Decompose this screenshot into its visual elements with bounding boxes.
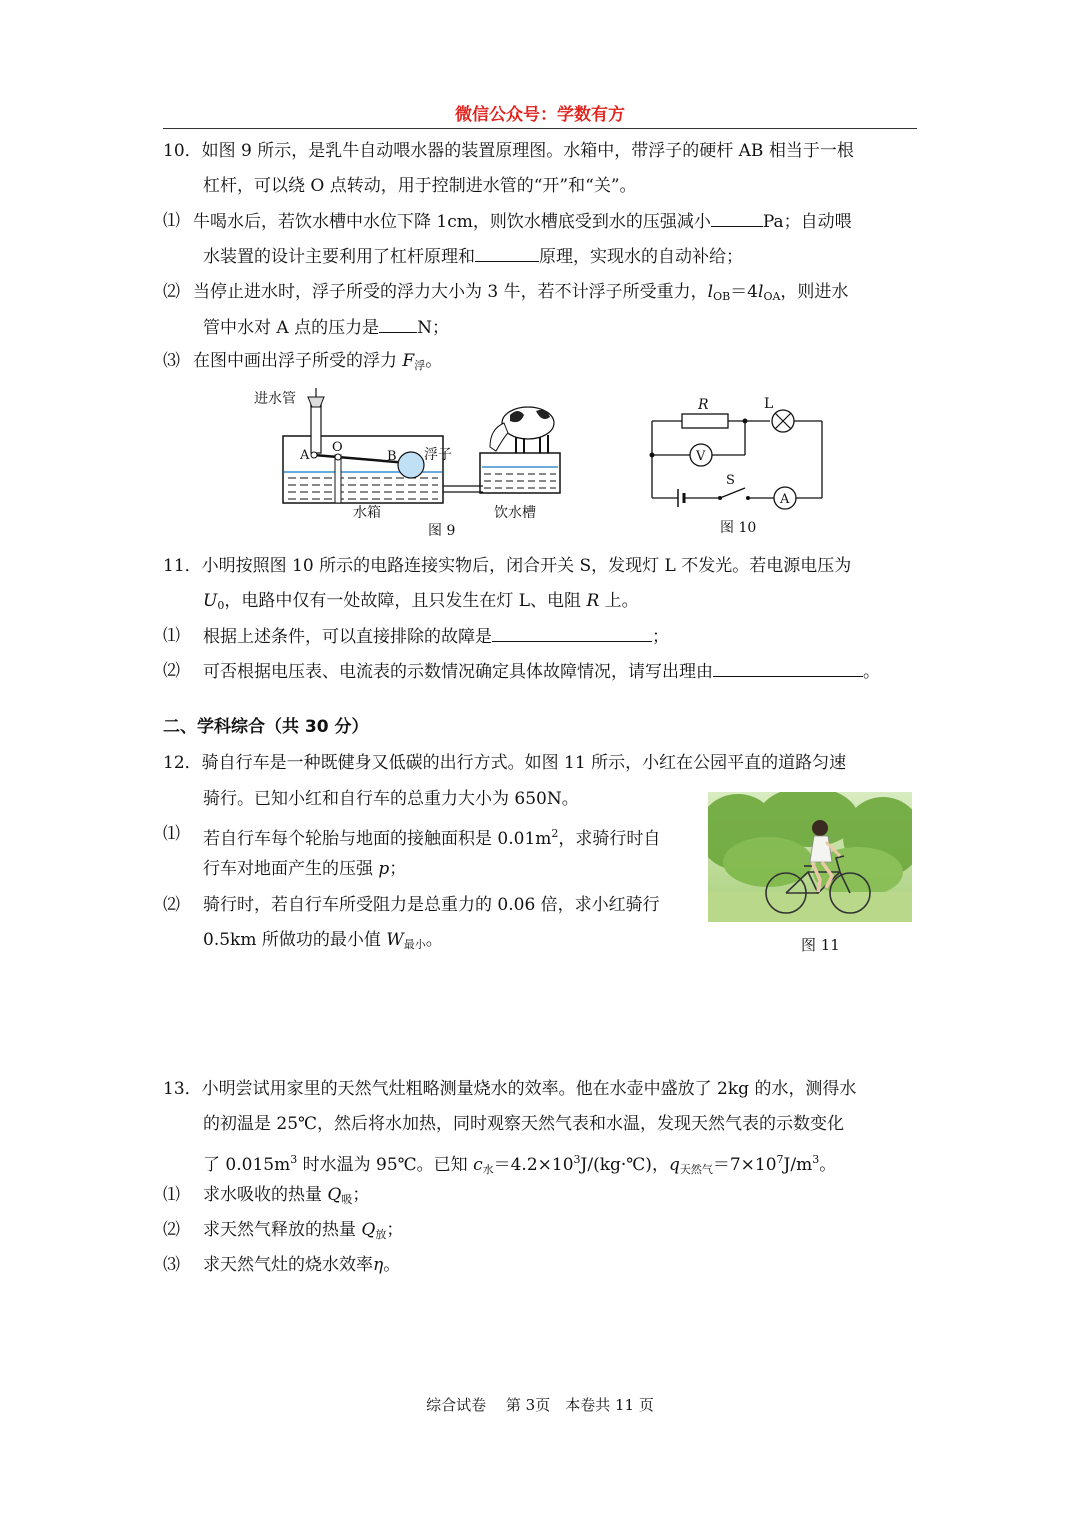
- q13-stem3-q-sub: 天然气: [679, 1163, 713, 1176]
- drinking-trough: [480, 453, 560, 493]
- q13-stem3-d: ＝4.2×10: [493, 1155, 574, 1175]
- inlet-valve: [308, 397, 324, 407]
- q10-part2-text-d: N；: [417, 318, 449, 338]
- fig9-float-label: 浮子: [424, 447, 452, 463]
- float-ball: [398, 452, 424, 478]
- trough-water-hatch: [484, 474, 556, 488]
- q11-part2-line: [203, 660, 880, 683]
- q10-part1-text-c: 水装置的设计主要利用了杠杆原理和: [203, 247, 475, 267]
- fig10-caption: 图 10: [720, 520, 757, 536]
- q10-part1-text-d: 原理，实现水的自动补给；: [539, 247, 743, 267]
- q12-part1-text-c: 行车对地面产生的压强: [203, 859, 373, 879]
- q13-part2-line: [203, 1219, 403, 1246]
- q10-part2-l2: l: [758, 282, 764, 302]
- q10-part3-line: [193, 350, 442, 377]
- q10-part1-text-b: Pa；自动喂: [762, 212, 852, 232]
- switch-s: [720, 488, 745, 498]
- q12-part1-text-a: 若自行车每个轮胎与地面的接触面积是 0.01m: [203, 829, 552, 849]
- q10-part2-l1: l: [707, 282, 714, 302]
- q13-stem3-c-sub: 水: [482, 1163, 494, 1176]
- q13-stem3-a: 了 0.015m: [203, 1155, 291, 1175]
- q10-part1-text-a: 牛喝水后，若饮水槽中水位下降 1cm，则饮水槽底受到水的压强减小: [193, 212, 711, 232]
- fig9-inlet-label: 进水管: [254, 391, 296, 407]
- q10-part1-line1: [193, 210, 852, 233]
- q13-part1-line: [203, 1184, 369, 1211]
- q13-part1-end: ；: [352, 1185, 370, 1205]
- q10-answer-blank-3[interactable]: [379, 316, 417, 333]
- q10-answer-blank-1[interactable]: [711, 210, 763, 227]
- q13-part3-label: ⑶: [163, 1255, 180, 1275]
- q10-part3-end: 。: [425, 351, 443, 371]
- q11-part2-label: ⑵: [163, 661, 180, 681]
- q10-part3-f: F: [402, 351, 415, 371]
- q12-part2-label: ⑵: [163, 895, 180, 915]
- q12-part2-w: W: [386, 930, 404, 950]
- q10-part2-text-c: 管中水对 A 点的压力是: [203, 318, 380, 338]
- q11-part1-end: ；: [652, 627, 669, 647]
- fig9-label-b: B: [387, 449, 397, 464]
- q10-part1-label: ⑴: [163, 211, 180, 231]
- fig10-label-r: R: [698, 397, 709, 413]
- q13-stem3-f-sup: 7: [776, 1153, 784, 1166]
- q10-part1-line2: [203, 245, 743, 268]
- page-footer: 综合试卷 第 3页 本卷共 11 页: [426, 1396, 654, 1414]
- q10-part3-sub: 浮: [414, 359, 426, 372]
- q13-stem3-b: 时水温为 95℃。已知: [297, 1155, 468, 1175]
- grass-ground: [708, 892, 912, 922]
- q12-part1-line2: [203, 858, 406, 880]
- fig9-caption: 图 9: [428, 523, 456, 539]
- q13-stem3-h: 。: [819, 1155, 837, 1175]
- q10-part2-sub-oa: OA: [763, 290, 781, 303]
- fig10-label-s: S: [726, 473, 735, 488]
- q10-part2-label: ⑵: [163, 282, 180, 302]
- q12-part1-sup: 2: [551, 827, 559, 840]
- q12-part1-end: ；: [389, 859, 407, 879]
- resistor-r: [682, 414, 728, 428]
- inlet-pipe: [311, 403, 321, 453]
- q11-part2-end: 。: [863, 662, 880, 682]
- figure-10-circuit: [640, 388, 835, 543]
- fig9-label-o: O: [332, 440, 343, 455]
- fig10-label-a: A: [780, 492, 790, 507]
- q12-part2-end: 。: [425, 930, 443, 950]
- q11-answer-blank-2[interactable]: [713, 660, 863, 677]
- q12-part1-label: ⑴: [163, 824, 180, 844]
- q13-part2-text: 求天然气释放的热量: [203, 1220, 356, 1240]
- q10-part2-eq: ＝4: [730, 282, 758, 302]
- q11-stem-text-c: 上。: [604, 591, 639, 611]
- q11-answer-blank-1[interactable]: [492, 625, 652, 642]
- q11-stem-text-b: ，电路中仅有一处故障，且只发生在灯 L、电阻: [224, 591, 582, 611]
- q10-part3-text: 在图中画出浮子所受的浮力: [193, 351, 397, 371]
- page-header-title: 微信公众号：学数有方: [455, 105, 625, 125]
- q12-part2-line1: 骑行时，若自行车所受阻力是总重力的 0.06 倍，求小红骑行: [203, 895, 660, 915]
- q13-part2-end: ；: [386, 1220, 404, 1240]
- q10-stem-line1: 10．如图 9 所示，是乳牛自动喂水器的装置原理图。水箱中，带浮子的硬杆 AB 相当于一根: [163, 141, 854, 161]
- q12-part2-sub: 最小: [403, 938, 426, 951]
- q13-stem3-g-sup: 3: [812, 1153, 820, 1166]
- q12-part1-line1: [203, 823, 660, 850]
- q11-part1-label: ⑴: [163, 626, 180, 646]
- q10-part2-text-b: ，则进水: [780, 282, 849, 302]
- q13-part2-label: ⑵: [163, 1220, 180, 1240]
- q10-stem-line2: 杠杆，可以绕 O 点转动，用于控制进水管的“开”和“关”。: [203, 176, 637, 196]
- point-a: [311, 452, 317, 458]
- q13-part1-label: ⑴: [163, 1185, 180, 1205]
- q10-part2-line2: [203, 316, 449, 339]
- q13-part3-text: 求天然气灶的烧水效率: [203, 1255, 373, 1275]
- q11-r: R: [586, 591, 600, 611]
- q11-part1-line: [203, 625, 669, 648]
- q12-stem-line1: 12．骑自行车是一种既健身又低碳的出行方式。如图 11 所示，小红在公园平直的道路匀速: [163, 753, 847, 773]
- q10-part2-line1: [193, 281, 848, 308]
- q11-stem-line2: [203, 590, 639, 617]
- fig9-label-a: A: [300, 448, 310, 463]
- q12-part1-text-b: ，求骑行时自: [558, 829, 661, 849]
- q13-stem3-e: J/(kg·℃)，: [580, 1155, 669, 1175]
- q10-part3-label: ⑶: [163, 351, 180, 371]
- q13-stem3-f: ＝7×10: [712, 1155, 777, 1175]
- cow-icon: [490, 407, 554, 453]
- q12-part2-text-b: 0.5km 所做功的最小值: [203, 930, 381, 950]
- fig9-tank-label: 水箱: [353, 505, 381, 521]
- q13-stem-line1: 13．小明尝试用家里的天然气灶粗略测量烧水的效率。他在水壶中盛放了 2kg 的水，测得水: [163, 1079, 857, 1099]
- fig10-label-v: V: [696, 449, 706, 464]
- figure-9-diagram: [248, 383, 568, 543]
- q11-u: U: [203, 591, 218, 611]
- fig11-caption: 图 11: [801, 936, 840, 954]
- q13-stem3-c: c: [473, 1155, 483, 1175]
- q13-part3-line: [203, 1254, 400, 1276]
- q13-part3-eta: η: [373, 1255, 384, 1275]
- q13-stem3-a-sup: 3: [290, 1153, 298, 1166]
- fig10-label-l: L: [764, 396, 774, 412]
- q13-part1-q: Q: [327, 1185, 342, 1205]
- tank-water-hatch: [288, 478, 438, 499]
- q10-part2-text-a: 当停止进水时，浮子所受的浮力大小为 3 牛，若不计浮子所受重力，: [193, 282, 708, 302]
- q13-stem-line3: [203, 1149, 836, 1181]
- q12-part1-p: p: [378, 859, 390, 879]
- q11-stem-line1: 11．小明按照图 10 所示的电路连接实物后，闭合开关 S，发现灯 L 不发光。若电源电压为: [163, 556, 852, 576]
- figure-11-cyclist-image: [708, 792, 912, 922]
- q11-u-sub: 0: [217, 599, 225, 612]
- q13-part2-sub: 放: [375, 1228, 387, 1241]
- q13-part2-q: Q: [361, 1220, 376, 1240]
- q13-part3-end: 。: [383, 1255, 401, 1275]
- q13-stem-line2: 的初温是 25℃，然后将水加热，同时观察天然气表和水温，发现天然气表的示数变化: [203, 1114, 845, 1134]
- q10-part2-sub-ob: OB: [713, 290, 731, 303]
- q12-part2-line2: [203, 929, 443, 956]
- pivot-support: [335, 455, 341, 503]
- q13-stem3-q: q: [668, 1155, 680, 1175]
- q13-part1-text: 求水吸收的热量: [203, 1185, 322, 1205]
- q13-stem3-d-sup: 3: [573, 1153, 581, 1166]
- q11-part2-text: 可否根据电压表、电流表的示数情况确定具体故障情况，请写出理由: [203, 662, 713, 682]
- fig9-trough-label: 饮水槽: [494, 505, 536, 521]
- q11-part1-text: 根据上述条件，可以直接排除的故障是: [203, 627, 492, 647]
- header-rule: [163, 128, 917, 129]
- q10-answer-blank-2[interactable]: [475, 245, 539, 262]
- q12-stem-line2: 骑行。已知小红和自行车的总重力大小为 650N。: [203, 789, 579, 809]
- section-2-title: 二、学科综合（共 30 分）: [163, 717, 369, 737]
- q13-stem3-g: J/m: [783, 1155, 813, 1175]
- q13-part1-sub: 吸: [341, 1193, 353, 1206]
